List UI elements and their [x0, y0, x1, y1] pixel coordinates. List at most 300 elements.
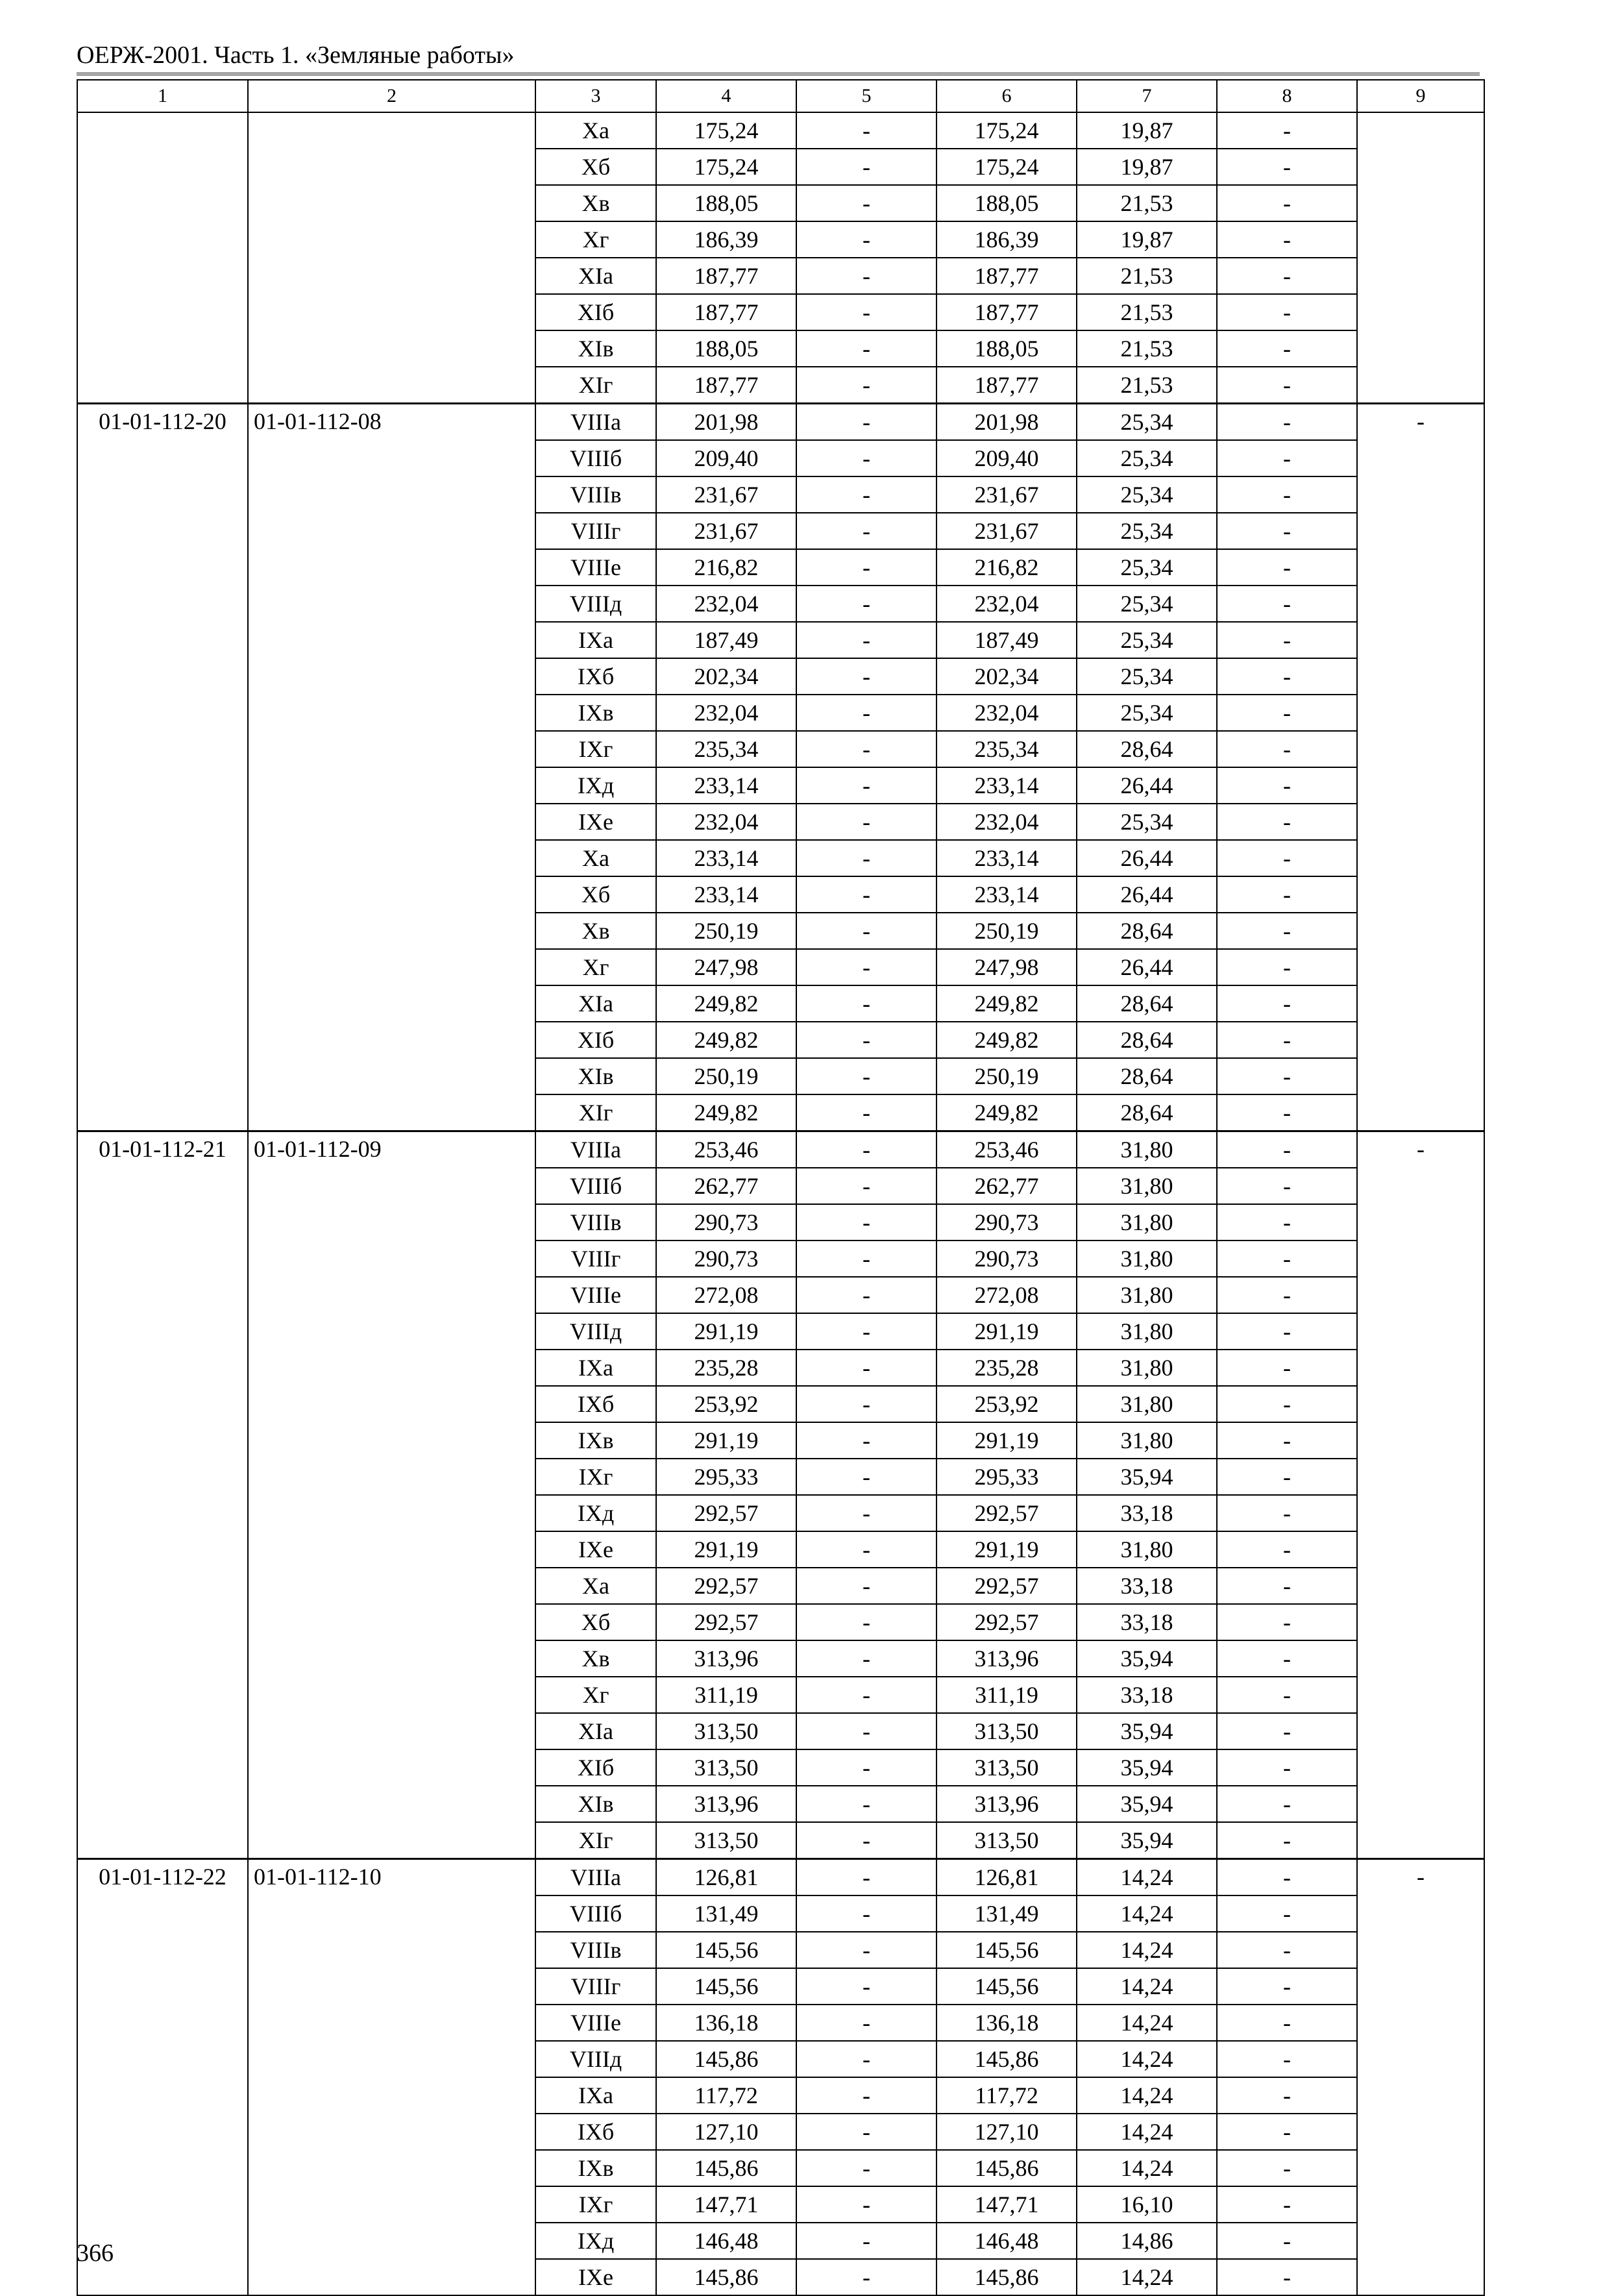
- category-cell: IXб: [535, 658, 656, 695]
- value-cell: 145,86: [937, 2041, 1077, 2077]
- category-cell: Xв: [535, 913, 656, 949]
- column-header: 7: [1077, 80, 1217, 112]
- value-cell: 272,08: [656, 1277, 796, 1313]
- category-cell: IXв: [535, 695, 656, 731]
- value-cell: -: [796, 2150, 937, 2186]
- value-cell: 26,44: [1077, 949, 1217, 985]
- value-cell: 231,67: [656, 513, 796, 549]
- value-cell: 313,96: [656, 1786, 796, 1822]
- value-cell: -: [1217, 2005, 1357, 2041]
- category-cell: IXг: [535, 2186, 656, 2223]
- value-cell: -: [1217, 185, 1357, 221]
- value-cell: 216,82: [656, 549, 796, 586]
- column-header: 8: [1217, 80, 1357, 112]
- category-cell: XIа: [535, 1713, 656, 1749]
- value-cell: -: [796, 1422, 937, 1459]
- value-cell: -: [796, 440, 937, 476]
- value-cell: 25,34: [1077, 658, 1217, 695]
- value-cell: 233,14: [937, 840, 1077, 876]
- value-cell: 136,18: [656, 2005, 796, 2041]
- value-cell: -: [796, 1241, 937, 1277]
- value-cell: 231,67: [937, 476, 1077, 513]
- value-cell: -: [1217, 840, 1357, 876]
- value-cell: -: [796, 1386, 937, 1422]
- value-cell: 26,44: [1077, 876, 1217, 913]
- value-cell: 31,80: [1077, 1313, 1217, 1350]
- value-cell: -: [1217, 1531, 1357, 1568]
- value-cell: 292,57: [937, 1568, 1077, 1604]
- rates-table: [77, 79, 1485, 2296]
- value-cell: 232,04: [656, 586, 796, 622]
- value-cell: 35,94: [1077, 1640, 1217, 1677]
- value-cell: 188,05: [937, 185, 1077, 221]
- value-cell: 146,48: [937, 2223, 1077, 2259]
- value-cell: -: [1217, 876, 1357, 913]
- value-cell: 175,24: [937, 149, 1077, 185]
- value-cell: 26,44: [1077, 840, 1217, 876]
- column-header: 2: [248, 80, 535, 112]
- value-cell: -: [1217, 1022, 1357, 1058]
- value-cell: -: [1217, 1604, 1357, 1640]
- value-cell: 25,34: [1077, 549, 1217, 586]
- column-header: 1: [77, 80, 248, 112]
- value-cell: -: [1217, 804, 1357, 840]
- table-body: [77, 112, 1484, 2295]
- value-cell: -: [1217, 1495, 1357, 1531]
- value-cell: -: [796, 804, 937, 840]
- value-cell: -: [796, 1350, 937, 1386]
- value-cell: -: [796, 1604, 937, 1640]
- value-cell: -: [1217, 258, 1357, 294]
- column-header: 5: [796, 80, 937, 112]
- value-cell: 235,28: [937, 1350, 1077, 1386]
- value-cell: 233,14: [656, 876, 796, 913]
- value-cell: 35,94: [1077, 1822, 1217, 1859]
- value-cell: 313,96: [937, 1786, 1077, 1822]
- value-cell: -: [1217, 2114, 1357, 2150]
- value-cell: -: [796, 1094, 937, 1131]
- value-cell: 31,80: [1077, 1386, 1217, 1422]
- category-cell: XIб: [535, 294, 656, 330]
- value-cell: -: [796, 513, 937, 549]
- value-cell: -: [1217, 549, 1357, 586]
- value-cell: 231,67: [937, 513, 1077, 549]
- value-cell: -: [1217, 1786, 1357, 1822]
- value-cell: -: [1217, 330, 1357, 367]
- value-cell: 232,04: [937, 695, 1077, 731]
- value-cell: 291,19: [937, 1422, 1077, 1459]
- value-cell: -: [796, 1168, 937, 1204]
- value-cell: 25,34: [1077, 622, 1217, 658]
- value-cell: 175,24: [937, 112, 1077, 149]
- category-cell: VIIIе: [535, 2005, 656, 2041]
- value-cell: 25,34: [1077, 695, 1217, 731]
- value-cell: 136,18: [937, 2005, 1077, 2041]
- value-cell: 291,19: [656, 1422, 796, 1459]
- document-title: ОЕРЖ-2001. Часть 1. «Земляные работы»: [77, 42, 515, 69]
- value-cell: 147,71: [937, 2186, 1077, 2223]
- category-cell: XIв: [535, 330, 656, 367]
- value-cell: 250,19: [937, 913, 1077, 949]
- value-cell: -: [1217, 695, 1357, 731]
- value-cell: 28,64: [1077, 731, 1217, 767]
- value-cell: 290,73: [656, 1204, 796, 1241]
- value-cell: -: [796, 1058, 937, 1094]
- value-cell: 262,77: [937, 1168, 1077, 1204]
- value-cell: 313,50: [937, 1822, 1077, 1859]
- category-cell: VIIIб: [535, 1895, 656, 1932]
- value-cell: 249,82: [937, 1094, 1077, 1131]
- value-cell: 145,86: [937, 2150, 1077, 2186]
- value-cell: 25,34: [1077, 513, 1217, 549]
- value-cell: -: [1217, 1749, 1357, 1786]
- value-cell: -: [1217, 949, 1357, 985]
- value-cell: 28,64: [1077, 1022, 1217, 1058]
- value-cell: -: [1217, 1968, 1357, 2005]
- value-cell: -: [1217, 1677, 1357, 1713]
- value-cell: -: [1217, 1313, 1357, 1350]
- value-cell: -: [1217, 1932, 1357, 1968]
- value-cell: -: [796, 549, 937, 586]
- value-cell: -: [1217, 513, 1357, 549]
- value-cell: 295,33: [656, 1459, 796, 1495]
- category-cell: IXа: [535, 2077, 656, 2114]
- category-cell: XIг: [535, 1094, 656, 1131]
- value-cell: -: [1217, 2077, 1357, 2114]
- value-cell: 19,87: [1077, 221, 1217, 258]
- value-cell: -: [796, 1131, 937, 1168]
- value-cell: 16,10: [1077, 2186, 1217, 2223]
- value-cell: 31,80: [1077, 1131, 1217, 1168]
- value-cell: 145,86: [656, 2259, 796, 2295]
- column-9-cell: [1357, 112, 1484, 404]
- value-cell: -: [796, 913, 937, 949]
- value-cell: -: [1217, 913, 1357, 949]
- category-cell: IXа: [535, 1350, 656, 1386]
- category-cell: XIв: [535, 1058, 656, 1094]
- value-cell: -: [796, 1204, 937, 1241]
- value-cell: -: [1217, 1459, 1357, 1495]
- value-cell: 235,28: [656, 1350, 796, 1386]
- value-cell: -: [1217, 1386, 1357, 1422]
- category-cell: VIIIд: [535, 1313, 656, 1350]
- value-cell: 28,64: [1077, 1058, 1217, 1094]
- value-cell: 231,67: [656, 476, 796, 513]
- value-cell: 292,57: [656, 1568, 796, 1604]
- value-cell: -: [796, 876, 937, 913]
- page-header: [77, 40, 1480, 75]
- category-cell: Xг: [535, 1677, 656, 1713]
- column-9-cell: -: [1357, 1131, 1484, 1859]
- column-9-cell: -: [1357, 1859, 1484, 2296]
- value-cell: 14,24: [1077, 1859, 1217, 1896]
- value-cell: 31,80: [1077, 1168, 1217, 1204]
- table-row: [77, 404, 1484, 441]
- rate-code-cell: 01-01-112-21: [77, 1131, 248, 1859]
- value-cell: 313,50: [937, 1713, 1077, 1749]
- value-cell: 201,98: [937, 404, 1077, 441]
- value-cell: 292,57: [937, 1495, 1077, 1531]
- value-cell: -: [1217, 294, 1357, 330]
- value-cell: -: [1217, 1422, 1357, 1459]
- value-cell: 127,10: [937, 2114, 1077, 2150]
- value-cell: -: [796, 1968, 937, 2005]
- value-cell: 250,19: [937, 1058, 1077, 1094]
- category-cell: VIIIг: [535, 1968, 656, 2005]
- value-cell: 291,19: [937, 1531, 1077, 1568]
- value-cell: 233,14: [656, 840, 796, 876]
- category-cell: IXе: [535, 804, 656, 840]
- value-cell: 209,40: [656, 440, 796, 476]
- value-cell: 292,57: [656, 1604, 796, 1640]
- value-cell: 295,33: [937, 1459, 1077, 1495]
- value-cell: 145,86: [937, 2259, 1077, 2295]
- category-cell: VIIIд: [535, 2041, 656, 2077]
- category-cell: VIIIг: [535, 1241, 656, 1277]
- value-cell: -: [1217, 1895, 1357, 1932]
- value-cell: -: [796, 1859, 937, 1896]
- value-cell: -: [1217, 404, 1357, 441]
- value-cell: 209,40: [937, 440, 1077, 476]
- value-cell: 292,57: [937, 1604, 1077, 1640]
- value-cell: -: [1217, 2150, 1357, 2186]
- category-cell: Xг: [535, 221, 656, 258]
- value-cell: -: [1217, 1350, 1357, 1386]
- value-cell: 247,98: [937, 949, 1077, 985]
- value-cell: 145,86: [656, 2150, 796, 2186]
- value-cell: 186,39: [937, 221, 1077, 258]
- column-header: 4: [656, 80, 796, 112]
- value-cell: 313,50: [656, 1822, 796, 1859]
- rate-code-cell: [77, 112, 248, 404]
- category-cell: IXд: [535, 767, 656, 804]
- value-cell: 146,48: [656, 2223, 796, 2259]
- value-cell: 235,34: [656, 731, 796, 767]
- value-cell: 187,77: [656, 367, 796, 404]
- value-cell: 188,05: [937, 330, 1077, 367]
- value-cell: -: [796, 221, 937, 258]
- column-header: 6: [937, 80, 1077, 112]
- category-cell: Xб: [535, 149, 656, 185]
- value-cell: -: [796, 404, 937, 441]
- value-cell: -: [1217, 1713, 1357, 1749]
- value-cell: -: [796, 1895, 937, 1932]
- table-row: [77, 1859, 1484, 1896]
- category-cell: XIв: [535, 1786, 656, 1822]
- value-cell: 145,56: [937, 1932, 1077, 1968]
- category-cell: IXа: [535, 622, 656, 658]
- category-cell: VIIIб: [535, 1168, 656, 1204]
- value-cell: -: [796, 1749, 937, 1786]
- value-cell: -: [796, 330, 937, 367]
- value-cell: 33,18: [1077, 1604, 1217, 1640]
- value-cell: 31,80: [1077, 1204, 1217, 1241]
- value-cell: -: [796, 2186, 937, 2223]
- category-cell: IXб: [535, 1386, 656, 1422]
- rate-code-cell: 01-01-112-22: [77, 1859, 248, 2296]
- category-cell: XIа: [535, 258, 656, 294]
- value-cell: 33,18: [1077, 1568, 1217, 1604]
- value-cell: -: [796, 1022, 937, 1058]
- value-cell: -: [1217, 731, 1357, 767]
- value-cell: -: [796, 1932, 937, 1968]
- value-cell: 250,19: [656, 1058, 796, 1094]
- value-cell: 187,77: [937, 367, 1077, 404]
- value-cell: -: [1217, 367, 1357, 404]
- rate-code-cell: 01-01-112-20: [77, 404, 248, 1131]
- value-cell: -: [1217, 221, 1357, 258]
- value-cell: 250,19: [656, 913, 796, 949]
- value-cell: -: [1217, 1277, 1357, 1313]
- reference-code-cell: [248, 112, 535, 404]
- value-cell: 232,04: [937, 804, 1077, 840]
- value-cell: 233,14: [656, 767, 796, 804]
- value-cell: 117,72: [937, 2077, 1077, 2114]
- value-cell: 126,81: [656, 1859, 796, 1896]
- value-cell: -: [1217, 658, 1357, 695]
- value-cell: -: [796, 1313, 937, 1350]
- value-cell: 19,87: [1077, 149, 1217, 185]
- value-cell: 187,77: [937, 258, 1077, 294]
- value-cell: 175,24: [656, 149, 796, 185]
- value-cell: 249,82: [937, 985, 1077, 1022]
- value-cell: -: [1217, 1640, 1357, 1677]
- value-cell: 28,64: [1077, 913, 1217, 949]
- category-cell: XIб: [535, 1022, 656, 1058]
- category-cell: VIIIб: [535, 440, 656, 476]
- category-cell: Xа: [535, 1568, 656, 1604]
- value-cell: 31,80: [1077, 1422, 1217, 1459]
- value-cell: 186,39: [656, 221, 796, 258]
- value-cell: 25,34: [1077, 804, 1217, 840]
- value-cell: -: [796, 1822, 937, 1859]
- value-cell: 145,86: [656, 2041, 796, 2077]
- value-cell: 145,56: [937, 1968, 1077, 2005]
- value-cell: -: [1217, 476, 1357, 513]
- column-header: 9: [1357, 80, 1484, 112]
- value-cell: 14,24: [1077, 1932, 1217, 1968]
- value-cell: 25,34: [1077, 440, 1217, 476]
- value-cell: -: [796, 767, 937, 804]
- value-cell: 31,80: [1077, 1531, 1217, 1568]
- value-cell: -: [796, 1277, 937, 1313]
- category-cell: IXб: [535, 2114, 656, 2150]
- value-cell: 25,34: [1077, 404, 1217, 441]
- category-cell: VIIIв: [535, 476, 656, 513]
- value-cell: 25,34: [1077, 476, 1217, 513]
- value-cell: 253,92: [937, 1386, 1077, 1422]
- value-cell: 232,04: [656, 695, 796, 731]
- value-cell: -: [1217, 1058, 1357, 1094]
- column-9-cell: -: [1357, 404, 1484, 1131]
- category-cell: XIб: [535, 1749, 656, 1786]
- value-cell: 33,18: [1077, 1677, 1217, 1713]
- value-cell: -: [796, 1495, 937, 1531]
- value-cell: 21,53: [1077, 294, 1217, 330]
- value-cell: 187,49: [937, 622, 1077, 658]
- value-cell: -: [796, 1713, 937, 1749]
- value-cell: 145,56: [656, 1932, 796, 1968]
- value-cell: 291,19: [937, 1313, 1077, 1350]
- value-cell: 202,34: [937, 658, 1077, 695]
- value-cell: -: [796, 949, 937, 985]
- value-cell: 290,73: [937, 1204, 1077, 1241]
- value-cell: 35,94: [1077, 1713, 1217, 1749]
- category-cell: IXг: [535, 1459, 656, 1495]
- category-cell: Xа: [535, 840, 656, 876]
- value-cell: -: [1217, 767, 1357, 804]
- value-cell: 272,08: [937, 1277, 1077, 1313]
- value-cell: -: [1217, 440, 1357, 476]
- category-cell: Xв: [535, 1640, 656, 1677]
- value-cell: -: [796, 1531, 937, 1568]
- value-cell: -: [796, 840, 937, 876]
- category-cell: XIг: [535, 1822, 656, 1859]
- value-cell: 14,24: [1077, 2259, 1217, 2295]
- category-cell: IXв: [535, 2150, 656, 2186]
- value-cell: -: [1217, 112, 1357, 149]
- value-cell: 35,94: [1077, 1459, 1217, 1495]
- value-cell: -: [796, 185, 937, 221]
- value-cell: 291,19: [656, 1531, 796, 1568]
- page-number: 366: [77, 2240, 114, 2267]
- category-cell: Xб: [535, 876, 656, 913]
- category-cell: XIа: [535, 985, 656, 1022]
- value-cell: 175,24: [656, 112, 796, 149]
- value-cell: 202,34: [656, 658, 796, 695]
- value-cell: -: [796, 112, 937, 149]
- table-row: [77, 1131, 1484, 1168]
- category-cell: VIIIе: [535, 549, 656, 586]
- value-cell: 126,81: [937, 1859, 1077, 1896]
- value-cell: -: [1217, 1859, 1357, 1896]
- value-cell: 233,14: [937, 876, 1077, 913]
- value-cell: -: [796, 731, 937, 767]
- value-cell: 26,44: [1077, 767, 1217, 804]
- value-cell: 187,77: [937, 294, 1077, 330]
- category-cell: IXе: [535, 1531, 656, 1568]
- value-cell: 249,82: [656, 985, 796, 1022]
- value-cell: 313,50: [656, 1713, 796, 1749]
- value-cell: 14,24: [1077, 2114, 1217, 2150]
- table-row: [77, 112, 1484, 149]
- category-cell: VIIIа: [535, 404, 656, 441]
- value-cell: 233,14: [937, 767, 1077, 804]
- value-cell: 145,56: [656, 1968, 796, 2005]
- value-cell: -: [796, 258, 937, 294]
- value-cell: -: [1217, 1168, 1357, 1204]
- reference-code-cell: 01-01-112-08: [248, 404, 535, 1131]
- value-cell: 117,72: [656, 2077, 796, 2114]
- category-cell: IXв: [535, 1422, 656, 1459]
- value-cell: 14,24: [1077, 1968, 1217, 2005]
- value-cell: -: [796, 622, 937, 658]
- category-cell: VIIIа: [535, 1131, 656, 1168]
- category-cell: VIIIа: [535, 1859, 656, 1896]
- value-cell: 247,98: [656, 949, 796, 985]
- value-cell: -: [1217, 1822, 1357, 1859]
- value-cell: 188,05: [656, 185, 796, 221]
- category-cell: Xв: [535, 185, 656, 221]
- value-cell: 14,24: [1077, 2041, 1217, 2077]
- value-cell: 187,49: [656, 622, 796, 658]
- value-cell: 262,77: [656, 1168, 796, 1204]
- category-cell: IXг: [535, 731, 656, 767]
- value-cell: 187,77: [656, 258, 796, 294]
- value-cell: 31,80: [1077, 1350, 1217, 1386]
- value-cell: 313,96: [937, 1640, 1077, 1677]
- value-cell: 216,82: [937, 549, 1077, 586]
